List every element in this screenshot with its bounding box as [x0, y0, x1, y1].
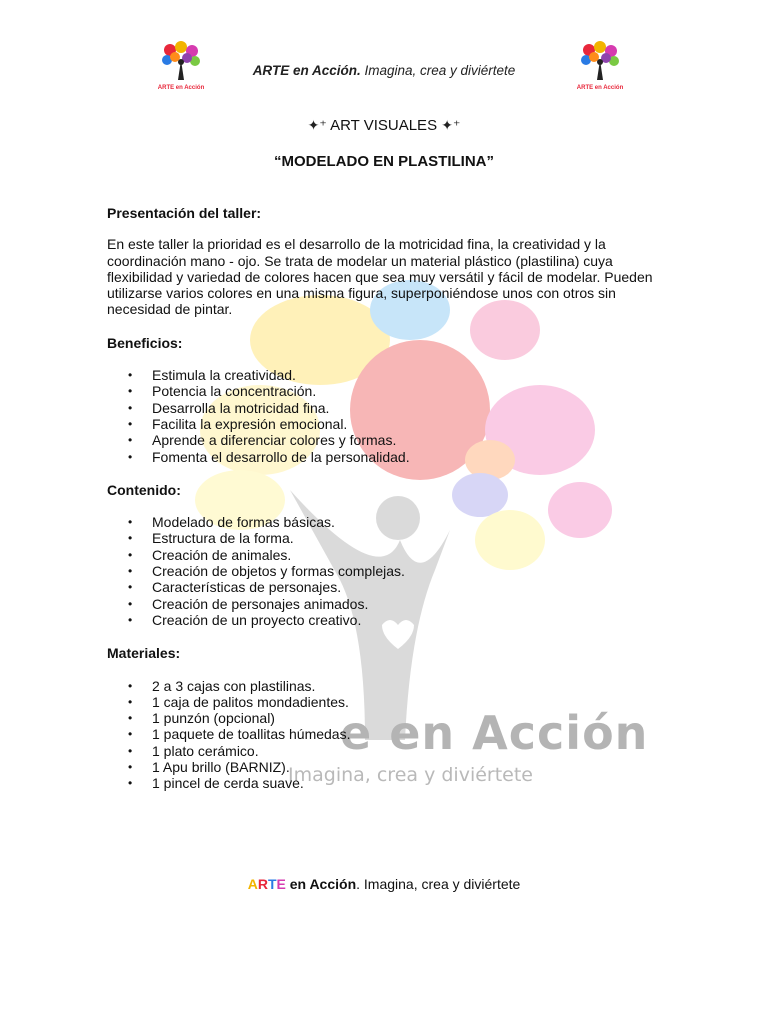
list-item: • 1 plato cerámico.	[128, 742, 259, 759]
bullet-icon: •	[128, 694, 133, 709]
paragraph-presentacion: En este taller la prioridad es el desarrollo de la motricidad fina, la creatividad y la coordinación mano - ojo. Se trata de modelar un material plástico (plastilina) cuya flexibilidad y variedad de colores hacen que sea muy versátil y fácil de modelar. Pueden utilizarse varios colores en una misma figura, superponiéndose unos con otros sin necesidad de pintar.	[107, 236, 653, 318]
list-item: • Fomenta el desarrollo de la personalidad.	[128, 448, 410, 465]
footer-letter-r: R	[257, 876, 268, 892]
main-title: “MODELADO EN PLASTILINA”	[274, 153, 494, 170]
bullet-icon: •	[128, 531, 133, 546]
list-item: • 2 a 3 cajas con plastilinas.	[128, 677, 316, 694]
list-item: • 1 pincel de cerda suave.	[128, 775, 304, 792]
bullet-icon: •	[128, 547, 133, 562]
bullet-icon: •	[128, 416, 133, 431]
list-item: • Creación de animales.	[128, 546, 292, 563]
list-item: • 1 punzón (opcional)	[128, 710, 275, 727]
svg-text:ARTE en Acción: ARTE en Acción	[577, 85, 623, 91]
bullet-icon: •	[128, 678, 133, 693]
bullet-icon: •	[128, 760, 133, 775]
watermark-brand: e en Acción	[340, 706, 649, 760]
sparkle-icon: ✦⁺	[441, 117, 461, 133]
list-item: • 1 caja de palitos mondadientes.	[128, 693, 349, 710]
header-title	[0, 63, 768, 78]
bullet-icon: •	[128, 596, 133, 611]
bullet-icon: •	[128, 449, 133, 464]
bullet-icon: •	[128, 564, 133, 579]
header-tagline: Imagina, crea y diviértete	[360, 63, 516, 78]
heading-beneficios: Beneficios:	[107, 334, 183, 351]
bullet-icon: •	[128, 433, 133, 448]
list-item: • Características de personajes.	[128, 579, 342, 596]
footer-letter-e: E	[276, 876, 286, 892]
heading-materiales: Materiales:	[107, 645, 181, 662]
bullet-icon: •	[128, 727, 133, 742]
heading-presentacion: Presentación del taller:	[107, 205, 262, 221]
list-beneficios	[107, 367, 667, 465]
section-title-text: ART VISUALES	[330, 117, 438, 134]
list-item: • Creación de personajes animados.	[128, 595, 369, 612]
list-item: • 1 paquete de toallitas húmedas.	[128, 726, 351, 743]
list-item: • Facilita la expresión emocional.	[128, 415, 348, 432]
list-item: • Desarrolla la motricidad fina.	[128, 399, 330, 416]
list-materiales	[107, 678, 667, 792]
list-item: • 1 Apu brillo (BARNIZ).	[128, 759, 290, 776]
section-title	[0, 117, 768, 134]
footer-en-accion: en Acción	[285, 876, 357, 892]
list-item: • Modelado de formas básicas.	[128, 514, 335, 531]
bullet-icon: •	[128, 515, 133, 530]
heading-contenido: Contenido:	[107, 481, 181, 498]
bullet-icon: •	[128, 368, 133, 383]
bullet-icon: •	[128, 384, 133, 399]
bullet-icon: •	[128, 580, 133, 595]
list-item: • Estructura de la forma.	[128, 530, 294, 547]
svg-text:ARTE en Acción: ARTE en Acción	[158, 85, 204, 91]
sparkle-icon: ✦⁺	[307, 117, 327, 133]
document-body	[107, 205, 667, 792]
list-item: • Potencia la concentración.	[128, 383, 317, 400]
footer-letter-a: A	[247, 876, 258, 892]
footer-letter-t: T	[267, 876, 277, 892]
bullet-icon: •	[128, 776, 133, 791]
bullet-icon: •	[128, 711, 133, 726]
list-item: • Creación de objetos y formas complejas.	[128, 563, 405, 580]
list-item: • Creación de un proyecto creativo.	[128, 611, 362, 628]
list-contenido	[107, 514, 667, 628]
footer-tagline: . Imagina, crea y diviértete	[356, 876, 521, 892]
footer	[0, 876, 768, 892]
bullet-icon: •	[128, 612, 133, 627]
bullet-icon: •	[128, 400, 133, 415]
watermark-tagline: Imagina, crea y diviértete	[288, 764, 533, 786]
header-brand: ARTE en Acción.	[252, 63, 361, 78]
bullet-icon: •	[128, 743, 133, 758]
list-item: • Estimula la creatividad.	[128, 367, 296, 384]
list-item: • Aprende a diferenciar colores y formas.	[128, 432, 397, 449]
